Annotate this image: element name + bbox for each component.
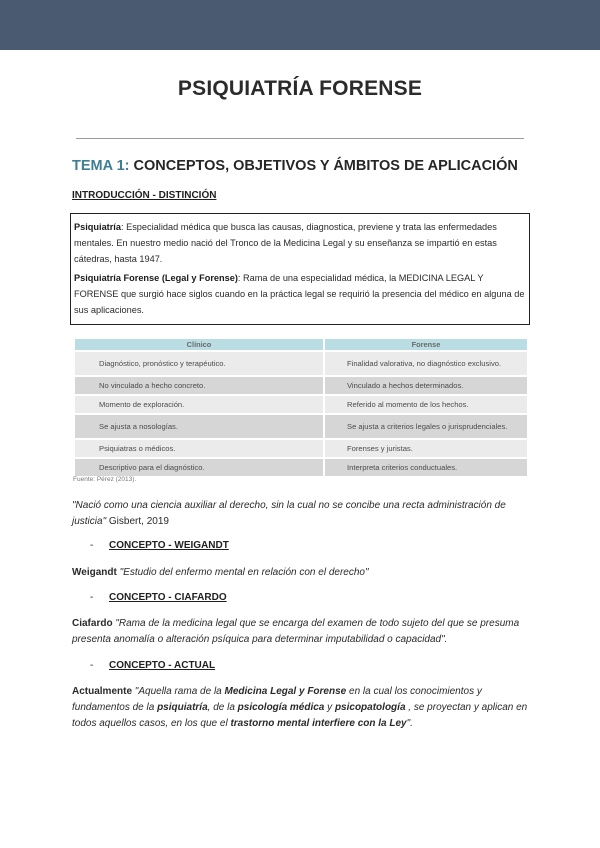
text-run-bold: psiquiatría [157, 702, 208, 713]
cell-forense: Vinculado a hechos determinados. [325, 377, 527, 394]
bullet-dash: - [90, 660, 94, 671]
text-run-bold: trastorno mental interfiere con la Ley [230, 718, 407, 729]
table-row [75, 459, 527, 476]
section-heading [72, 158, 518, 174]
definition-psiquiatria [74, 219, 525, 267]
quote-author: Gisbert, 2019 [106, 516, 169, 527]
comparison-table [73, 337, 529, 478]
header-forense: Forense [325, 339, 527, 350]
text-run: ". [406, 718, 413, 729]
text-run: y [324, 702, 335, 713]
concept-weigandt-heading [90, 540, 229, 551]
definition-text: : Rama de una especialidad médica, la MEDICINA LEGAL Y FORENSE que surgió hace siglos cuando en la práctica legal se requirió la presencia del médico en alguna de sus aplicaciones. [74, 273, 525, 315]
cell-clinico: Se ajusta a nosologías. [75, 415, 323, 438]
section-name: CONCEPTOS, OBJETIVOS Y ÁMBITOS DE APLICACIÓN [133, 158, 518, 174]
quote-text: "Nació como una ciencia auxiliar al derecho, sin la cual no se concibe una recta administración de justicia" [72, 500, 506, 527]
cell-clinico: Momento de exploración. [75, 396, 323, 413]
cell-forense: Finalidad valorativa, no diagnóstico exclusivo. [325, 352, 527, 375]
text-run-bold: Medicina Legal y Forense [224, 686, 347, 697]
text-run-bold: psicología médica [237, 702, 325, 713]
concept-label: CONCEPTO - WEIGANDT [109, 540, 229, 551]
concept-label: CONCEPTO - CIAFARDO [109, 592, 227, 603]
cell-clinico: Descriptivo para el diagnóstico. [75, 459, 323, 476]
table-row [75, 377, 527, 394]
gisbert-quote [72, 498, 528, 530]
bullet-dash: - [90, 592, 94, 603]
cell-clinico: No vinculado a hecho concreto. [75, 377, 323, 394]
definition-term: Psiquiatría Forense (Legal y Forense) [74, 273, 238, 283]
text-run: en la cual los conocimientos y fundamentos de la [72, 686, 482, 713]
text-run: , se proyectan y aplican en todos aquellos casos, en los que el [72, 702, 528, 729]
concept-definition [72, 686, 527, 729]
concept-ciafardo-text [72, 616, 528, 648]
section-number: TEMA 1: [72, 158, 130, 174]
cell-forense: Se ajusta a criterios legales o jurisprudenciales. [325, 415, 527, 438]
concept-author: Actualmente [72, 686, 133, 697]
text-run-bold: psicopatología [334, 702, 406, 713]
concept-label: CONCEPTO - ACTUAL [109, 660, 216, 671]
concept-weigandt-text [72, 565, 528, 581]
title-divider [76, 138, 524, 139]
concept-ciafardo-heading [90, 592, 227, 603]
cell-clinico: Psiquiatras o médicos. [75, 440, 323, 457]
definition-text: : Especialidad médica que busca las causas, diagnostica, previene y trata las enfermedades mentales. En nuestro medio nació del Tronco de la Medicina Legal y su enseñanza se impartió en estas cátedras, hasta 1947. [74, 222, 497, 264]
bullet-dash: - [90, 540, 94, 551]
cell-forense: Interpreta criterios conductuales. [325, 459, 527, 476]
concept-author: Weigandt [72, 567, 117, 578]
table-row [75, 415, 527, 438]
intro-heading: INTRODUCCIÓN - DISTINCIÓN [72, 190, 217, 201]
definitions-box [70, 213, 530, 325]
concept-definition: "Estudio del enfermo mental en relación con el derecho" [116, 567, 369, 578]
document-title: PSIQUIATRÍA FORENSE [177, 77, 423, 100]
concept-definition: "Rama de la medicina legal que se encarga del examen de todo sujeto del que se presuma presenta anomalía o alteración psíquica para determinar imputabilidad o capacidad". [72, 618, 520, 645]
concept-author: Ciafardo [72, 618, 113, 629]
text-run: "Aquella rama de la [132, 686, 225, 697]
table-row [75, 440, 527, 457]
table-row [75, 396, 527, 413]
concept-actual-heading [90, 660, 215, 671]
cell-clinico: Diagnóstico, pronóstico y terapéutico. [75, 352, 323, 375]
header-clinico: Clínico [75, 339, 323, 350]
top-banner [0, 0, 600, 50]
table-header-row [75, 339, 527, 350]
concept-actual-text [72, 684, 528, 732]
text-run: , de la [207, 702, 238, 713]
table-row [75, 352, 527, 375]
cell-forense: Referido al momento de los hechos. [325, 396, 527, 413]
definition-term: Psiquiatría [74, 222, 121, 232]
cell-forense: Forenses y juristas. [325, 440, 527, 457]
definition-forense [74, 270, 525, 318]
table-source: Fuente: Pérez (2013). [73, 476, 137, 483]
